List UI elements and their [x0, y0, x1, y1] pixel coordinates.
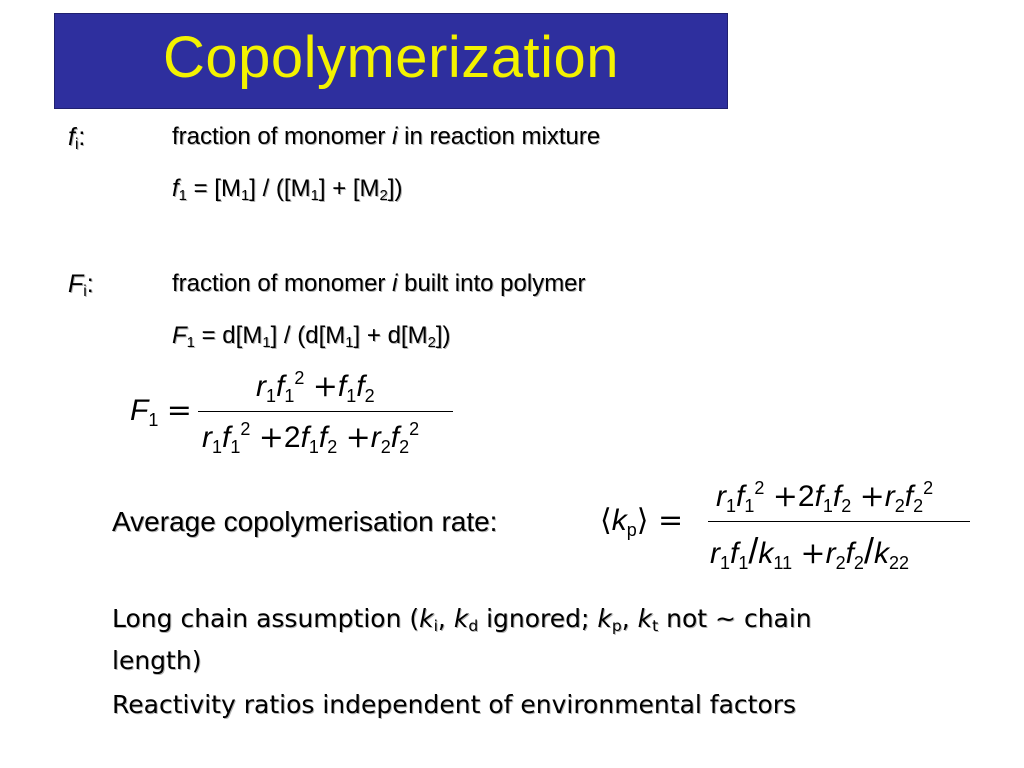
kp-denominator: $r_1f_1/k_{11} +r_2f_2/k_{22}$ — [710, 530, 909, 573]
F1-numerator: $r_1f_1^2 +f_1f_2$ — [256, 368, 375, 406]
assumption-long-chain: Long chain assumption ($k_i$, $k_d$ ignored; $k_p$, $k_t$ not ~ chain — [112, 604, 812, 635]
kp-fraction-bar — [708, 521, 970, 522]
F1-lhs: $F_1$ = — [130, 393, 192, 430]
kp-numerator: $r_1f_1^2 +2f_1f_2 +r_2f_2^2$ — [716, 478, 934, 516]
kp-lhs: $⟨k_p⟩$ = — [600, 503, 684, 540]
fi-label: $f_i$: — [68, 123, 86, 153]
slide-title: Copolymerization — [162, 24, 620, 90]
fi-description: fraction of monomer i in reaction mixture — [172, 123, 601, 150]
avg-rate-label: Average copolymerisation rate: — [112, 506, 498, 537]
F1-fraction-bar — [198, 411, 453, 412]
F1-equation: $F_1 = d[M_1] / (d[M_1] + d[M_2])$ — [172, 322, 451, 351]
Fi-description: fraction of monomer i built into polymer — [172, 270, 586, 297]
assumption-long-chain-cont: length) — [112, 646, 202, 675]
title-banner — [54, 13, 728, 109]
Fi-label: $F_i$: — [68, 270, 94, 300]
F1-denominator: $r_1f_1^2 +2f_1f_2 +r_2f_2^2$ — [202, 419, 420, 457]
assumption-reactivity-ratios: Reactivity ratios independent of environmental factors — [112, 690, 797, 719]
f1-equation: $f_1 = [M_1] / ([M_1] + [M_2])$ — [172, 175, 403, 204]
